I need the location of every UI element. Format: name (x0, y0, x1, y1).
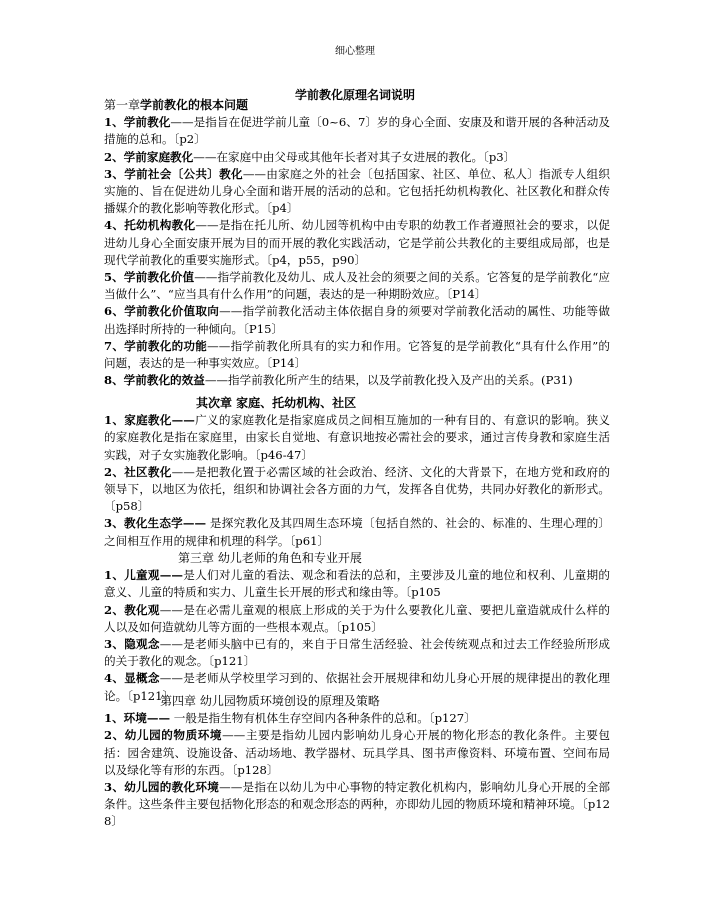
definition-term: 2、社区教化 (104, 464, 172, 479)
definition-term: 4、显概念 (104, 671, 160, 686)
definition-text: 是人们对儿童的看法、观念和看法的总和，主要涉及儿童的地位和权利、儿童期的意义、儿童的特质和实力、儿童生长开展的形式和缘由等。〔p105 (104, 568, 610, 600)
definition-term: 2、教化观 (104, 602, 160, 617)
definition-text: ——是把教化置于必需区域的社会政治、经济、文化的大背景下，在地方党和政府的领导下，以地区为依托，组织和协调社会各方面的力气，发挥各自优势，共同办好教化的新形式。〔p58〕 (104, 464, 610, 514)
definition-text: ——主要是指幼儿园内影响幼儿身心开展的物化形态的教化条件。主要包括：园舍建筑、设施设备、活动场地、教学器材、玩具学具、图书声像资料、环境布置、空间布局以及绿化等有形的东西。〔p128〕 (104, 728, 610, 777)
definition-text: ——是老师头脑中已有的，来自于日常生活经验、社会传统观点和过去工作经验所形成的关于教化的观念。〔p121〕 (104, 637, 610, 669)
definition-text: 广义的家庭教化是指家庭成员之间相互施加的一种有目的、有意识的影响。狭义的家庭教化是指在家庭里，由家长自觉地、有意识地按必需社会的要求，通过言传身教和家庭生活实践，对子女实施教化影响。〔p46-47〕 (104, 413, 610, 462)
chapter3-heading: 第三章 幼儿老师的角色和专业开展 (178, 551, 362, 565)
definition-term: 5、学前教化价值 (104, 270, 195, 285)
definition-item (104, 567, 610, 601)
definition-term: 3、幼儿园的教化环境 (104, 780, 220, 795)
definition-item (104, 412, 610, 464)
definition-item (104, 338, 610, 372)
definition-text: ——是指在以幼儿为中心事物的特定教化机构内，影响幼儿身心开展的全部条件。这些条件主要包括物化形态的和观念形态的两种，亦即幼儿园的物质环境和精神环境。〔p128〕 (104, 780, 610, 829)
definition-text: ——指学前教化所产生的结果，以及学前教化投入及产出的关系。(P31) (204, 373, 573, 388)
definition-text: ——指学前教化及幼儿、成人及社会的须要之间的关系。它答复的是学前教化“应当做什么”、“应当具有什么作用”的问题，表达的是一种期盼效应。〔P14〕 (104, 270, 610, 302)
definition-item (104, 779, 610, 831)
definition-term: 1、环境—— (104, 711, 171, 726)
definition-term: 3、隐观念 (104, 637, 160, 652)
definition-item (104, 217, 610, 269)
definition-item (104, 515, 610, 549)
definition-item (104, 710, 610, 727)
definition-term: 1、儿童观—— (104, 568, 183, 583)
definition-term: 3、学前社会〔公共〕教化 (104, 166, 243, 181)
definition-term: 6、学前教化价值取向 (104, 304, 220, 319)
definition-term: 2、学前家庭教化 (104, 149, 194, 164)
definition-item (104, 636, 610, 670)
chapter4-heading: 第四章 幼儿园物质环境创设的原理及策略 (160, 694, 380, 708)
definition-item (104, 727, 610, 779)
definition-item (104, 464, 610, 516)
definition-text: 一般是指生物有机体生存空间内各种条件的总和。〔p127〕 (170, 711, 476, 726)
chapter1-name: 学前教化的根本问题 (140, 98, 249, 112)
chapter1-section (104, 97, 610, 389)
definition-term: 1、家庭教化—— (104, 413, 195, 428)
definition-item (104, 602, 610, 636)
chapter2-section (104, 395, 610, 550)
definition-item (104, 372, 610, 389)
definition-item (104, 114, 610, 148)
chapter1-prefix: 第一章 (104, 98, 141, 112)
definition-item (104, 269, 610, 303)
definition-text: ——由家庭之外的社会〔包括国家、社区、单位、私人〕指派专人组织实施的、旨在促进幼儿身心全面和谐开展的活动的总和。它包括托幼机构教化、社区教化和群众传播媒介的教化影响等教化形式。〔p4〕 (104, 166, 610, 216)
chapter2-heading: 其次章 家庭、托幼机构、社区 (196, 396, 357, 410)
definition-text: ——是指旨在促进学前儿童〔0~6、7〕岁的身心全面、安康及和谐开展的各种活动及措施的总和。〔p2〕 (104, 115, 610, 147)
definition-item (104, 166, 610, 218)
definition-term: 7、学前教化的功能 (104, 338, 208, 353)
definition-term: 1、学前教化 (104, 115, 171, 130)
definition-item (104, 149, 610, 166)
definition-term: 3、教化生态学—— (104, 516, 207, 531)
definition-term: 4、托幼机构教化 (104, 218, 196, 233)
chapter3-section (104, 550, 610, 705)
definition-text: 是探究教化及其四周生态环境〔包括自然的、社会的、标准的、生理心理的〕之间相互作用的规律和机理的科学。〔p61〕 (104, 516, 610, 548)
page-header: 细心整理 (335, 46, 375, 57)
definition-text: ——是指在托儿所、幼儿园等机构中由专职的幼教工作者遵照社会的要求，以促进幼儿身心全面安康开展为目的而开展的教化实践活动，它是学前公共教化的主要组成局部，也是现代学前教化的重要实施形式。〔p4，p55，p90〕 (104, 218, 610, 267)
chapter1-heading (104, 97, 610, 114)
definition-text: ——指学前教化活动主体依据自身的须要对学前教化活动的属性、功能等做出选择时所持的一种倾向。〔P15〕 (104, 304, 610, 336)
definition-item (104, 303, 610, 337)
definition-text: ——是在必需儿童观的根底上形成的关于为什么要教化儿童、要把儿童造就成什么样的人以及如何造就幼儿等方面的一些根本观点。〔p105〕 (104, 602, 610, 634)
definition-text: ——在家庭中由父母或其他年长者对其子女进展的教化。〔p3〕 (193, 149, 516, 164)
definition-text: ——是老师从学校里学习到的、依据社会开展规律和幼儿身心开展的规律提出的教化理论。〔p121〕 (104, 671, 610, 703)
document-title: 学前教化原理名词说明 (294, 88, 415, 102)
chapter4-section (104, 693, 610, 831)
definition-term: 8、学前教化的效益 (104, 373, 205, 388)
definition-text: ——指学前教化所具有的实力和作用。它答复的是学前教化“具有什么作用”的问题，表达的是一种事实效应。〔P14〕 (104, 338, 610, 371)
definition-term: 2、幼儿园的物质环境 (104, 728, 223, 743)
